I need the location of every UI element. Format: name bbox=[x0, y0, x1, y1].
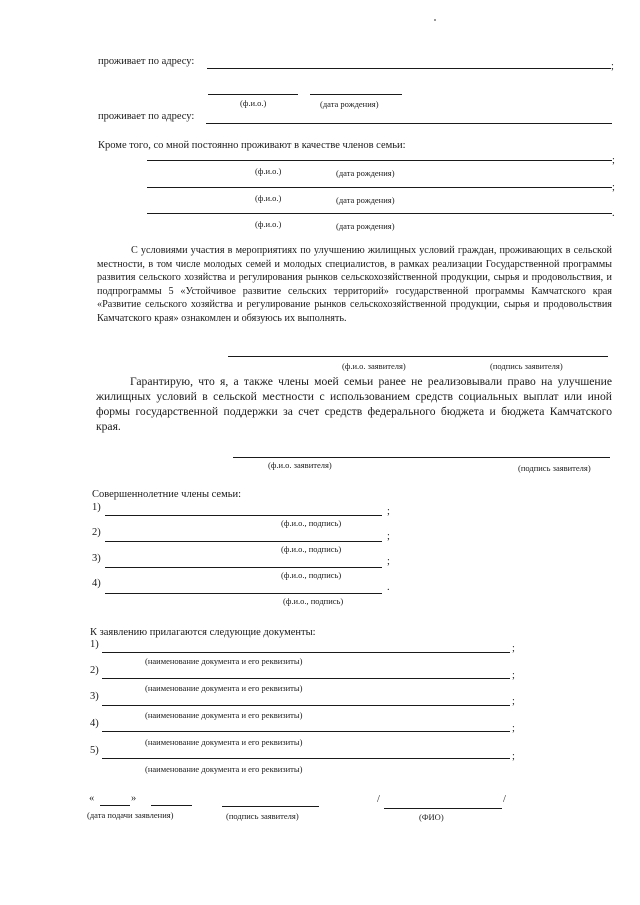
signature-name-caption-2: (ф.и.о. заявителя) bbox=[268, 460, 332, 470]
adult-member-end-3: ; bbox=[387, 556, 390, 567]
birth-line-main bbox=[310, 94, 402, 95]
footer-signature-line bbox=[222, 806, 319, 807]
address-label-2: проживает по адресу: bbox=[98, 111, 195, 122]
adult-member-caption-3: (ф.и.о., подпись) bbox=[281, 570, 342, 580]
document-caption-2: (наименование документа и его реквизиты) bbox=[145, 683, 303, 693]
documents-title: К заявлению прилагаются следующие документы: bbox=[90, 627, 316, 638]
date-caption: (дата подачи заявления) bbox=[87, 810, 174, 820]
family-name-caption-1: (ф.и.о.) bbox=[255, 166, 282, 176]
document-end-3: ; bbox=[512, 696, 515, 707]
footer-signature-caption: (подпись заявителя) bbox=[226, 811, 299, 821]
adult-member-caption-2: (ф.и.о., подпись) bbox=[281, 544, 342, 554]
signature-sign-caption-1: (подпись заявителя) bbox=[490, 361, 563, 371]
document-num-4: 4) bbox=[90, 718, 99, 729]
guarantee-paragraph: Гарантирую, что я, а также члены моей семьи ранее не реализовывали право на улучшение жилищных условий в сельской местности с использованием средств социальных выплат или иной формы государственной поддержки за счет средств федерального бюджета и бюджета Камчатского края. bbox=[96, 375, 612, 433]
date-open-quote: « bbox=[89, 793, 95, 804]
family-birth-caption-3: (дата рождения) bbox=[336, 221, 395, 231]
family-end-3: . bbox=[612, 208, 615, 219]
document-end-2: ; bbox=[512, 670, 515, 681]
address-label-1: проживает по адресу: bbox=[98, 56, 195, 67]
document-caption-3: (наименование документа и его реквизиты) bbox=[145, 710, 303, 720]
family-end-2: ; bbox=[612, 182, 615, 193]
document-caption-5: (наименование документа и его реквизиты) bbox=[145, 764, 303, 774]
signature-sign-caption-2: (подпись заявителя) bbox=[518, 463, 591, 473]
adult-member-num-4: 4) bbox=[92, 578, 101, 589]
document-end-5: ; bbox=[512, 751, 515, 762]
signature-name-caption-1: (ф.и.о. заявителя) bbox=[342, 361, 406, 371]
signature-line-2 bbox=[233, 457, 610, 458]
adult-member-line-2 bbox=[105, 541, 382, 542]
document-num-2: 2) bbox=[90, 665, 99, 676]
adult-members-title: Совершеннолетние члены семьи: bbox=[92, 489, 242, 500]
adult-member-caption-4: (ф.и.о., подпись) bbox=[283, 596, 344, 606]
family-birth-caption-2: (дата рождения) bbox=[336, 195, 395, 205]
family-birth-caption-1: (дата рождения) bbox=[336, 168, 395, 178]
document-line-4 bbox=[102, 731, 510, 732]
document-num-5: 5) bbox=[90, 745, 99, 756]
address-line-2 bbox=[206, 123, 612, 124]
date-month-line bbox=[151, 805, 192, 806]
family-name-caption-2: (ф.и.о.) bbox=[255, 193, 282, 203]
scan-speck bbox=[434, 19, 436, 21]
address-line-1 bbox=[207, 68, 611, 69]
adult-member-num-2: 2) bbox=[92, 527, 101, 538]
document-caption-4: (наименование документа и его реквизиты) bbox=[145, 737, 303, 747]
name-caption-main: (ф.и.о.) bbox=[240, 98, 267, 108]
family-line-1 bbox=[147, 160, 612, 161]
fio-slash-left: / bbox=[377, 794, 380, 805]
name-line-main bbox=[208, 94, 298, 95]
family-line-3 bbox=[147, 213, 612, 214]
adult-member-line-3 bbox=[105, 567, 382, 568]
adult-member-end-1: ; bbox=[387, 506, 390, 517]
family-name-caption-3: (ф.и.о.) bbox=[255, 219, 282, 229]
adult-member-num-3: 3) bbox=[92, 553, 101, 564]
date-day-line bbox=[100, 805, 130, 806]
fio-line bbox=[384, 808, 502, 809]
adult-member-line-1 bbox=[105, 515, 382, 516]
address-end-1: ; bbox=[611, 61, 614, 72]
document-caption-1: (наименование документа и его реквизиты) bbox=[145, 656, 303, 666]
fio-caption: (ФИО) bbox=[419, 812, 444, 822]
fio-slash-right: / bbox=[503, 794, 506, 805]
document-line-1 bbox=[102, 652, 510, 653]
document-end-4: ; bbox=[512, 723, 515, 734]
adult-member-line-4 bbox=[105, 593, 382, 594]
adult-member-end-2: ; bbox=[387, 531, 390, 542]
birth-caption-main: (дата рождения) bbox=[320, 99, 379, 109]
family-line-2 bbox=[147, 187, 612, 188]
family-intro: Кроме того, со мной постоянно проживают в качестве членов семьи: bbox=[98, 140, 406, 151]
adult-member-caption-1: (ф.и.о., подпись) bbox=[281, 518, 342, 528]
document-line-3 bbox=[102, 705, 510, 706]
conditions-paragraph: С условиями участия в мероприятиях по улучшению жилищных условий граждан, проживающих в сельской местности, в том числе молодых семей и молодых специалистов, в рамках реализации Государственной программы развития сельского хозяйства и регулирования рынков сельскохозяйственной продукции, сырья и продовольствия, и подпрограммы 5 «Устойчивое развитие сельских территорий» государственной программы Камчатского края «Развитие сельского хозяйства и регулирование рынков сельскохозяйственной продукции, сырья и продовольствия Камчатского края» ознакомлен и обязуюсь их выполнять. bbox=[97, 245, 612, 324]
document-line-5 bbox=[102, 758, 510, 759]
date-close-quote: » bbox=[131, 793, 137, 804]
document-line-2 bbox=[102, 678, 510, 679]
document-num-1: 1) bbox=[90, 639, 99, 650]
document-num-3: 3) bbox=[90, 691, 99, 702]
document-end-1: ; bbox=[512, 643, 515, 654]
signature-line-1 bbox=[228, 356, 608, 357]
family-end-1: ; bbox=[612, 155, 615, 166]
adult-member-end-4: . bbox=[387, 582, 390, 593]
adult-member-num-1: 1) bbox=[92, 502, 101, 513]
